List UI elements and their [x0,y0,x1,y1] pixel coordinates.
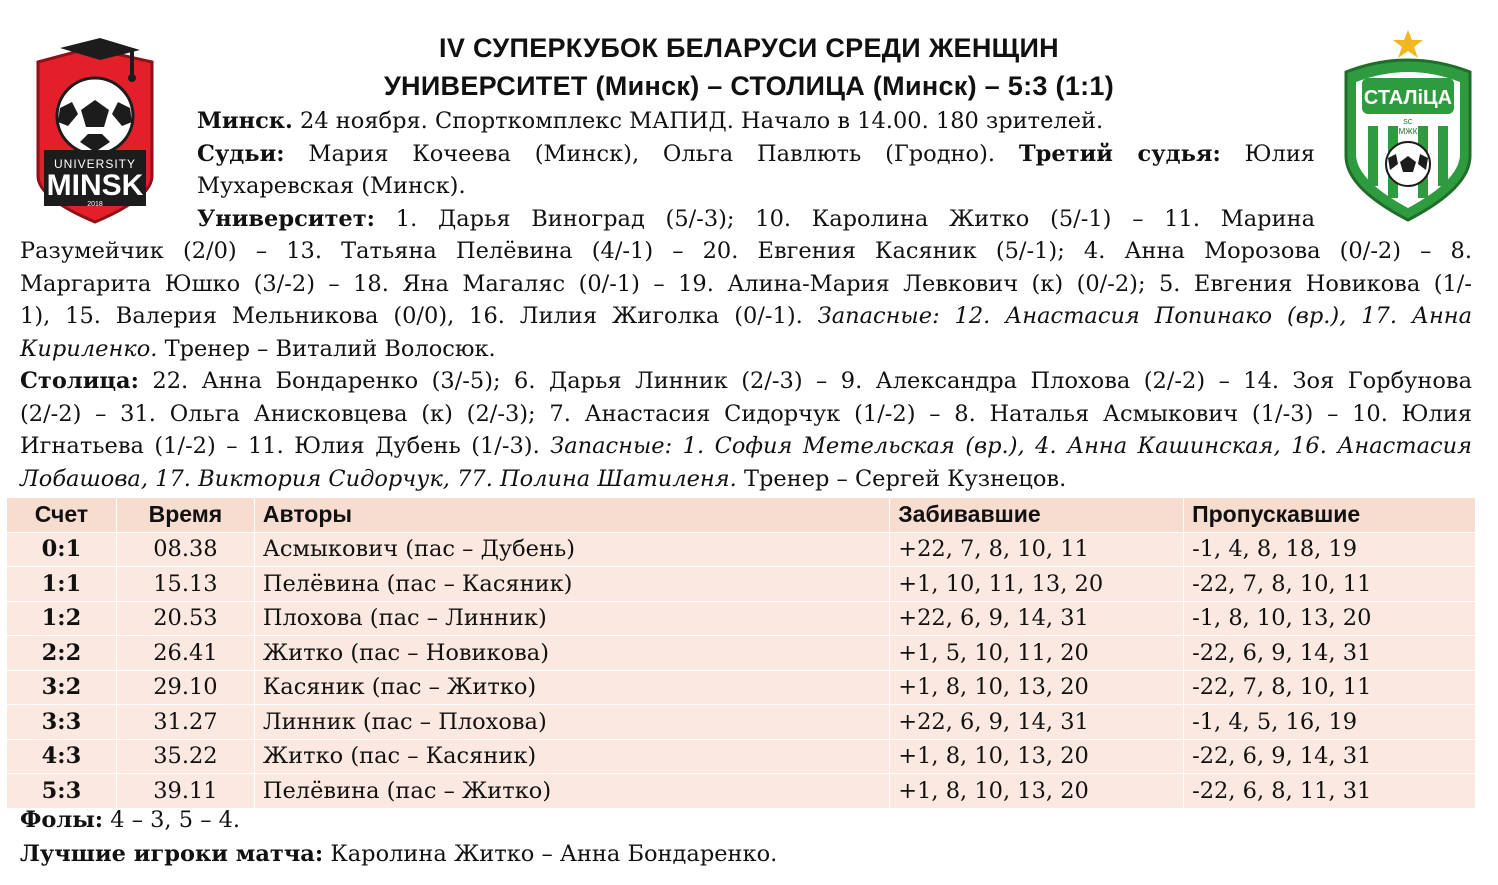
cell-time: 26.41 [116,636,254,671]
cell-conceded: -1, 8, 10, 13, 20 [1184,601,1476,636]
referees-line [197,138,1315,171]
logo-right-text-mk: МЖК [1398,127,1418,136]
referees-label: Судьи: [197,140,285,167]
third-referee-text-2: Мухаревская (Минск). [197,173,466,199]
team1-lineup [20,235,1472,365]
team1-coach: Тренер – Виталий Волосюк. [164,335,496,362]
cell-authors: Пелёвина (пас – Житко) [254,774,889,809]
third-referee-line [197,170,1315,203]
header-scored: Забивавшие [890,498,1184,533]
team1-subs-1: Запасные: 12. Анастасия Попинако (вр.), 17. Анна [817,303,1473,329]
title-line-2: УНИВЕРСИТЕТ (Минск) – СТОЛИЦА (Минск) – 5:3 (1:1) [383,71,1115,101]
team2-line-0 [20,365,1472,398]
cell-score: 0:1 [7,532,117,567]
logo-right-text-main: СТАЛіЦА [1363,87,1453,109]
team1-line-3 [20,300,1472,333]
match-info [197,105,1315,235]
table-row [7,739,1476,774]
team1-line-2: Маргарита Юшко (3/-2) – 18. Яна Магаляс (0/-1) – 19. Алина-Мария Левкович (к) (0/-2); 5. Евгения Новикова (1/- [20,270,1472,297]
fouls-label: Фолы: [20,807,104,833]
team1-label: Университет: [197,205,375,232]
cell-time: 31.27 [116,705,254,740]
cell-time: 15.13 [116,567,254,602]
cell-conceded: -1, 4, 8, 18, 19 [1184,532,1476,567]
cell-score: 1:2 [7,601,117,636]
cell-time: 20.53 [116,601,254,636]
team1-text-0: 1. Дарья Виноград (5/-3); 10. Каролина Житко (5/-1) – 11. Марина [395,205,1315,232]
cell-conceded: -1, 4, 5, 16, 19 [1184,705,1476,740]
cell-conceded: -22, 7, 8, 10, 11 [1184,567,1476,602]
goals-table [6,497,1476,809]
team2-subs-2: Лобашова, 17. Виктория Сидорчук, 77. Полина Шатиленя. [20,465,737,492]
cell-scored: +1, 8, 10, 13, 20 [890,670,1184,705]
cell-score: 1:1 [7,567,117,602]
cell-scored: +1, 5, 10, 11, 20 [890,636,1184,671]
logo-right-text-small: SC [1403,119,1413,126]
referees-text: Мария Кочеева (Минск), Ольга Павлють (Гродно). [308,140,996,167]
header-time: Время [116,498,254,533]
city-label: Минск. [197,108,293,134]
team2-subs-1: Запасные: 1. София Метельская (вр.), 4. Анна Кашинская, 16. Анастасия [550,433,1472,459]
cell-conceded: -22, 7, 8, 10, 11 [1184,670,1476,705]
table-header-row [7,498,1476,533]
cell-authors: Плохова (пас – Линник) [254,601,889,636]
title-line-1: IV СУПЕРКУБОК БЕЛАРУСИ СРЕДИ ЖЕНЩИН [439,33,1059,63]
cell-time: 29.10 [116,670,254,705]
team1-line-1: Разумейчик (2/0) – 13. Татьяна Пелёвина (4/-1) – 20. Евгения Касяник (5/-1); 4. Анна Морозова (0/-2) – 8. [20,238,1472,264]
team1-subs-2: Кириленко. [20,335,158,362]
cell-authors: Линник (пас – Плохова) [254,705,889,740]
third-referee-text-1: Юлия [1244,140,1316,167]
team2-line-3 [20,463,1472,496]
header-score: Счет [7,498,117,533]
cell-scored: +22, 6, 9, 14, 31 [890,601,1184,636]
cell-authors: Асмыкович (пас – Дубень) [254,532,889,567]
table-row [7,636,1476,671]
cell-conceded: -22, 6, 9, 14, 31 [1184,636,1476,671]
team2-line-2 [20,430,1472,463]
cell-authors: Пелёвина (пас – Касяник) [254,567,889,602]
best-players-label: Лучшие игроки матча: [20,841,324,867]
table-row [7,601,1476,636]
header-authors: Авторы [254,498,889,533]
logo-left-text-top: UNIVERSITY [53,157,137,171]
cell-scored: +1, 10, 11, 13, 20 [890,567,1184,602]
third-referee-label: Третий судья: [1018,140,1221,167]
team2-line-1: (2/-2) – 31. Ольга Анисковцева (к) (2/-3); 7. Анастасия Сидорчук (1/-2) – 8. Наталья Асмыкович (1/-3) – 10. Юлия [20,400,1472,427]
university-minsk-logo [30,38,160,224]
cell-score: 3:2 [7,670,117,705]
cell-time: 08.38 [116,532,254,567]
venue-line [197,105,1315,138]
cell-authors: Житко (пас – Новикова) [254,636,889,671]
logo-left-year: 2018 [87,201,103,208]
best-players-line [20,838,777,870]
team2-coach: Тренер – Сергей Кузнецов. [743,465,1067,492]
cell-score: 4:3 [7,739,117,774]
cell-scored: +1, 8, 10, 13, 20 [890,739,1184,774]
team2-text-0: 22. Анна Бондаренко (3/-5); 6. Дарья Линник (2/-3) – 9. Александра Плохова (2/-2) – 14. Зоя Горбунова [152,368,1472,394]
table-row [7,774,1476,809]
team1-line-4 [20,333,1472,366]
header-conceded: Пропускавшие [1184,498,1476,533]
table-row [7,567,1476,602]
cell-scored: +22, 7, 8, 10, 11 [890,532,1184,567]
team2-label: Столица: [20,368,139,394]
cell-score: 5:3 [7,774,117,809]
cell-time: 39.11 [116,774,254,809]
star-icon [1393,30,1423,58]
cell-score: 2:2 [7,636,117,671]
cell-time: 35.22 [116,739,254,774]
table-row [7,705,1476,740]
cell-conceded: -22, 6, 8, 11, 31 [1184,774,1476,809]
cell-scored: +1, 8, 10, 13, 20 [890,774,1184,809]
best-players-text: Каролина Житко – Анна Бондаренко. [330,841,778,867]
stalica-logo [1338,28,1478,224]
logo-left-text-main: MINSK [46,169,144,202]
city-text: 24 ноября. Спорткомплекс МАПИД. Начало в 14.00. 180 зрителей. [300,108,1104,134]
team1-text-3: 1), 15. Валерия Мельникова (0/0), 16. Лилия Жиголка (0/-1). [20,303,803,329]
team2-text-2: Игнатьева (1/-2) – 11. Юлия Дубень (1/-3). [20,433,540,459]
cell-authors: Житко (пас – Касяник) [254,739,889,774]
team2-lineup [20,365,1472,495]
cell-conceded: -22, 6, 9, 14, 31 [1184,739,1476,774]
fouls-line [20,804,240,836]
cell-score: 3:3 [7,705,117,740]
table-row [7,532,1476,567]
fouls-text: 4 – 3, 5 – 4. [110,807,241,833]
team1-line-0 [197,203,1315,236]
cell-scored: +22, 6, 9, 14, 31 [890,705,1184,740]
cell-authors: Касяник (пас – Житко) [254,670,889,705]
table-row [7,670,1476,705]
